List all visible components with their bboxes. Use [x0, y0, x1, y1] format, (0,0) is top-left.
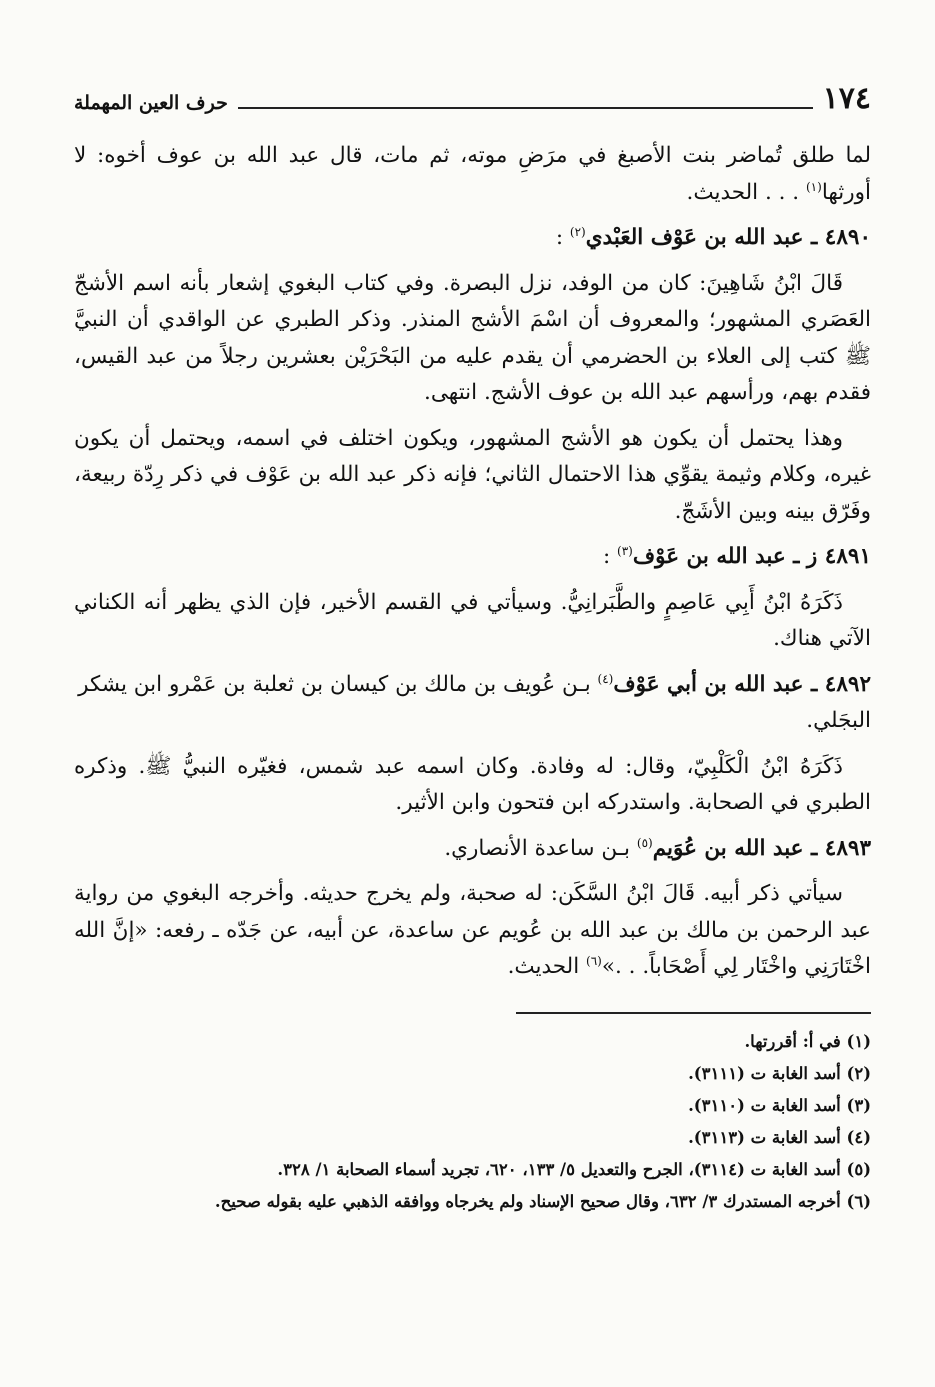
entry-number: ٤٨٩١ ز ـ [785, 544, 871, 569]
footnote-ref: (٥) [636, 835, 653, 850]
footnotes [74, 1026, 871, 1218]
paragraph-4893 [74, 876, 871, 986]
running-head: حرف العين المهملة [74, 92, 228, 114]
entry-tail: بـن عُويف بن مالك بن كيسان بن ثعلبة بن عَمْرو ابن يشكر البجَلي. [78, 671, 871, 733]
paragraph-text: سيأتي ذكر أبيه. قَالَ ابْنُ السَّكَن: له صحبة، ولم يخرج حديثه. وأخرجه البغوي من رواية عبد الرحمن بن مالك بن عبد الله بن عُويم عن ساعدة، عن أبيه، عن جَدّه ـ رفعه: «إنَّ الله اخْتَارَنِي واخْتَار لِي أَصْحَاباً. . .» [74, 881, 871, 979]
paragraph-4891: ذَكَرَهُ ابْنُ أَبِي عَاصِمٍ والطَّبَرانِيُّ. وسيأتي في القسم الأخير، فإن الذي يظهر أنه الكناني الآتي هناك. [74, 589, 871, 651]
footnote-ref: (١) [805, 179, 822, 194]
entry-number: ٤٨٩٢ ـ [803, 671, 871, 697]
footnote-ref: (٦) [586, 953, 602, 968]
page-body [74, 138, 871, 986]
entry-heading-4892 [74, 667, 871, 740]
page-number: ١٧٤ [822, 81, 871, 116]
paragraph-4892: ذَكَرَهُ ابْنُ الْكَلْبِيّ، وقال: له وفادة. وكان اسمه عبد شمس، فغيّره النبيُّ ﷺ. وذكره الطبري في الصحابة. واستدركه ابن فتحون وابن الأثير. [74, 753, 871, 815]
entry-tail: بـن ساعدة الأنصاري. [444, 835, 637, 861]
entry-tail: : [602, 544, 618, 569]
footnote-5: (٥) أسد الغابة ت (٣١١٤)، الجرح والتعديل ٥/ ١٣٣، ٦٢٠، تجريد أسماء الصحابة ١/ ٣٢٨. [277, 1159, 871, 1179]
paragraph-tail: الحديث. [507, 954, 587, 979]
entry-heading-4893 [74, 831, 871, 868]
footnote-1: (١) في أ: أقررتها. [744, 1031, 871, 1051]
paragraph-tail: . . . الحديث. [686, 179, 806, 205]
entry-number: ٤٨٩٣ ـ [803, 835, 871, 861]
footnote-ref: (٢) [569, 224, 586, 239]
entry-heading-4891 [74, 539, 871, 576]
footnote-separator [516, 1012, 871, 1014]
page-header [74, 78, 871, 114]
footnote-3: (٣) أسد الغابة ت (٣١١٠). [688, 1095, 871, 1115]
paragraph-4890-a: قَالَ ابْنُ شَاهِينَ: كان من الوفد، نزل البصرة. وفي كتاب البغوي إشعار بأنه اسم الأشجّ العَصَري المشهور؛ والمعروف أن اسْمَ الأشج المنذر. وذكر الطبري عن الواقدي أن النبيَّ ﷺ كتب إلى العلاء بن الحضرمي أن يقدم عليه من البَحْرَيْن بعشرين رجلاً من عبد القيس، فقدم بهم، ورأسهم عبد الله بن عوف الأشج. انتهى. [74, 270, 871, 405]
entry-name: عبد الله بن عَوْف [632, 544, 786, 569]
entry-name: عبد الله بن أبي عَوْف [613, 671, 804, 697]
footnote-ref: (٣) [617, 543, 633, 558]
entry-name: عبد الله بن عَوْف العَبْدي [585, 225, 804, 250]
header-rule [238, 107, 813, 109]
footnote-6: (٦) أخرجه المستدرك ٣/ ٦٣٢، وقال صحيح الإسناد ولم يخرجاه ووافقه الذهبي عليه بقوله صحيح. [214, 1191, 871, 1211]
footnote-4: (٤) أسد الغابة ت (٣١١٣). [688, 1127, 871, 1147]
footnote-2: (٢) أسد الغابة ت (٣١١١). [688, 1063, 871, 1083]
entry-number: ٤٨٩٠ ـ [803, 225, 871, 250]
paragraph-4890-b: وهذا يحتمل أن يكون هو الأشج المشهور، ويكون اختلف في اسمه، ويحتمل أن يكون غيره، وكلام وثيمة يقوِّي هذا الاحتمال الثاني؛ فإنه ذكر عبد الله بن عَوْف في ذكر رِدّة ربيعة، وفَرّق بينه وبين الأشَجّ. [74, 425, 871, 524]
entry-heading-4890 [74, 220, 871, 257]
entry-name: عبد الله بن عُوَيم [652, 835, 804, 861]
footnote-ref: (٤) [597, 671, 614, 686]
entry-tail: : [555, 225, 570, 250]
paragraph-text: لما طلق تُماضر بنت الأصبغ في مرَضِ موته، ثم مات، قال عبد الله بن عوف أخوه: لا أورثها [74, 143, 871, 205]
paragraph-continuation [74, 138, 871, 211]
